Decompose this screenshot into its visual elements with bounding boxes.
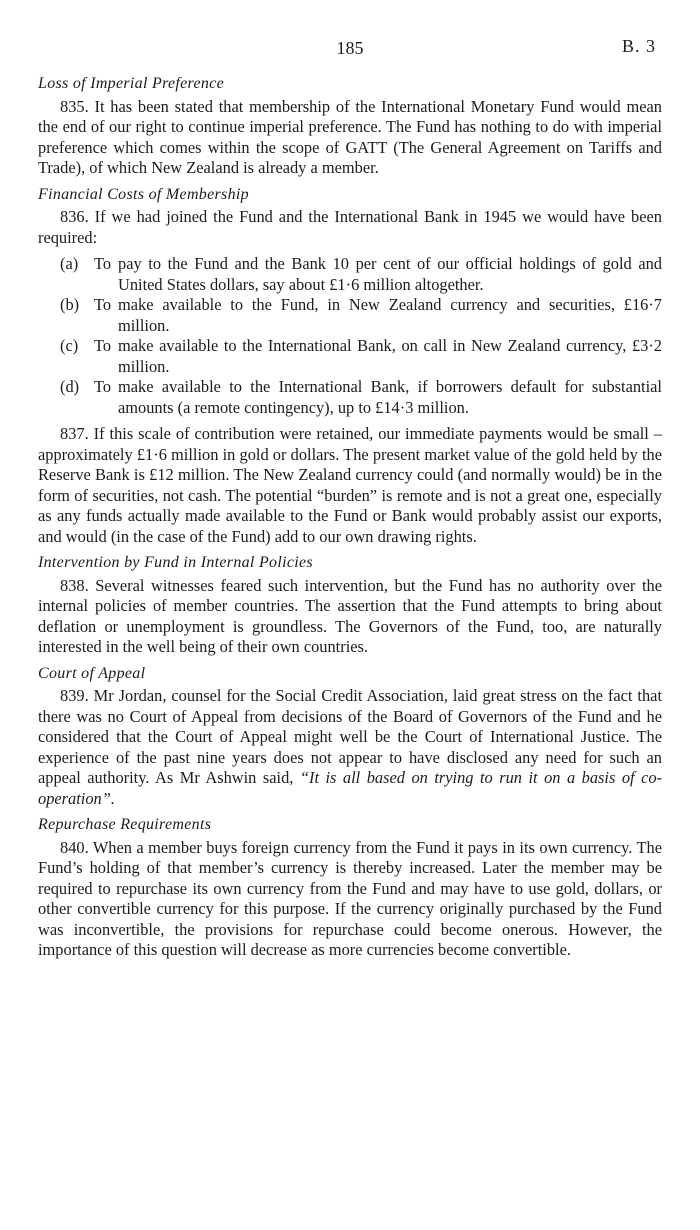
- document-page: [38, 30, 662, 967]
- list-item: [38, 336, 662, 377]
- paragraph-838: 838. Several witnesses feared such intervention, but the Fund has no authority over the internal policies of member countries. The assertion that the Fund attempts to bring about deflation or unemployment is groundless. The Governors of the Fund, too, are naturally interested in the well being of their own countries.: [38, 575, 662, 656]
- page-header: [38, 30, 662, 68]
- list-item: [38, 254, 662, 295]
- item-label: (a): [60, 254, 79, 273]
- item-label: (d): [60, 377, 80, 396]
- item-text: make available to the Fund, in New Zealand currency and securities, £16·7 million.: [118, 295, 662, 335]
- paragraph-839: [38, 686, 662, 809]
- ashwin-quote: “It is all based on trying to run it on a basis of co-operation”.: [38, 768, 662, 808]
- item-first-word: To: [94, 295, 112, 314]
- item-text: make available to the International Bank, if borrowers default for substantial amounts (a remote contingency), up to £14·3 million.: [118, 377, 662, 417]
- item-first-word: To: [94, 336, 112, 355]
- item-label: (b): [60, 295, 80, 314]
- list-item: [38, 295, 662, 336]
- page-number: 185: [336, 38, 364, 58]
- paragraph-840: 840. When a member buys foreign currency from the Fund it pays in its own currency. The Fund’s holding of that member’s currency is thereby increased. Later the member may be required to repurchase its own currency from the Fund and may have to use gold, dollars, or other convertible currency for this purpose. If the currency originally purchased by the Fund was inconvertible, the provisions for repurchase could become onerous. However, the importance of this question will decrease as more currencies become convertible.: [38, 837, 662, 959]
- requirements-list: [38, 254, 662, 418]
- item-first-word: To: [94, 254, 112, 273]
- list-item: [38, 377, 662, 418]
- item-text: pay to the Fund and the Bank 10 per cent of our official holdings of gold and United States dollars, say about £1·6 million altogether.: [118, 254, 662, 294]
- item-label: (c): [60, 336, 79, 355]
- paragraph-837: 837. If this scale of contribution were retained, our immediate payments would be small – approximately £1·6 million in gold or dollars. The present market value of the gold held by the Reserve Bank is £12 million. The New Zealand currency could (and normally would) be in the form of securities, not cash. The potential “burden” is remote and is not a great one, especially as any funds actually made available to the Fund or Bank would probably assist our exports, and would (in the case of the Fund) add to our own drawing rights.: [38, 424, 662, 546]
- document-code: B. 3: [621, 36, 656, 56]
- paragraph-839-text: 839. Mr Jordan, counsel for the Social Credit Association, laid great stress on the fact that there was no Court of Appeal from decisions of the Board of Governors of the Fund and he considered that the Court of Appeal might well be the Court of International Justice. The experience of the past nine years does not appear to have disclosed any need for such an appeal authority. As Mr Ashwin said,: [38, 686, 662, 787]
- paragraph-836: 836. If we had joined the Fund and the International Bank in 1945 we would have been required:: [38, 207, 662, 247]
- section-heading-financial-costs: Financial Costs of Membership: [38, 185, 249, 203]
- item-first-word: To: [94, 377, 112, 396]
- section-heading-intervention: Intervention by Fund in Internal Policies: [38, 554, 313, 571]
- item-text: make available to the International Bank, on call in New Zealand currency, £3·2 million.: [118, 336, 662, 376]
- section-heading-court-of-appeal: Court of Appeal: [38, 664, 146, 682]
- section-heading-imperial-preference: Loss of Imperial Preference: [38, 75, 224, 92]
- paragraph-835: 835. It has been stated that membership of the International Monetary Fund would mean the end of our right to continue imperial preference. The Fund has nothing to do with imperial preference which comes within the scope of GATT (The General Agreement on Tariffs and Trade), of which New Zealand is already a member.: [38, 96, 662, 177]
- section-heading-repurchase: Repurchase Requirements: [38, 816, 212, 833]
